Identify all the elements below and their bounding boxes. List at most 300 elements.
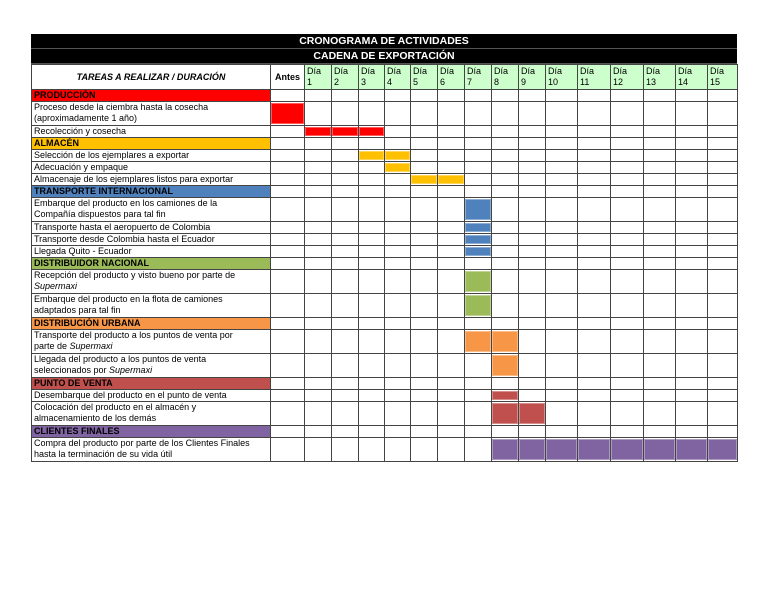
day-cell-11 [578,174,611,186]
grid-cell [271,426,305,438]
day-cell-5 [411,330,438,354]
day-cell-1 [305,150,332,162]
day-cell-3 [359,354,385,378]
day-cell-6 [438,438,465,462]
grid-cell [611,258,644,270]
day-cell-6 [438,126,465,138]
grid-cell [332,258,359,270]
day-cell-10 [546,198,578,222]
day-cell-4 [385,330,411,354]
day-cell-11 [578,294,611,318]
gantt-bar [465,223,491,232]
grid-cell [644,318,676,330]
day-cell-7 [465,150,492,162]
grid-cell [305,90,332,102]
day-cell-12 [611,390,644,402]
task-label: Llegada Quito - Ecuador [32,246,271,258]
grid-cell [546,258,578,270]
day-cell-6 [438,330,465,354]
grid-cell [519,90,546,102]
day-cell-1 [305,390,332,402]
day-cell-2 [332,162,359,174]
antes-cell [271,162,305,174]
day-cell-13 [644,390,676,402]
day-cell-6 [438,150,465,162]
day-cell-4 [385,246,411,258]
day-cell-1 [305,162,332,174]
antes-cell [271,402,305,426]
gantt-bar [492,331,518,352]
gantt-bar [676,439,707,460]
task-label: Selección de los ejemplares a exportar [32,150,271,162]
day-cell-8 [492,102,519,126]
day-cell-6 [438,390,465,402]
day-cell-4 [385,354,411,378]
gantt-bar [332,127,358,136]
day-cell-7 [465,294,492,318]
grid-cell [411,318,438,330]
day-cell-14 [676,126,708,138]
antes-cell [271,246,305,258]
day-cell-2 [332,150,359,162]
grid-cell [676,258,708,270]
day-cell-15 [708,102,738,126]
task-row [32,294,738,318]
grid-cell [644,258,676,270]
antes-cell [271,438,305,462]
day-cell-3 [359,402,385,426]
day-cell-2 [332,126,359,138]
day-cell-6 [438,270,465,294]
day-cell-5 [411,102,438,126]
day-cell-13 [644,354,676,378]
task-row [32,402,738,426]
grid-cell [611,426,644,438]
grid-cell [708,318,738,330]
day-cell-1 [305,174,332,186]
day-cell-12 [611,198,644,222]
task-label: Llegada del producto a los puntos de venta seleccionados por Supermaxi [32,354,271,378]
grid-cell [411,258,438,270]
day-cell-9 [519,234,546,246]
grid-cell [465,258,492,270]
grid-cell [492,258,519,270]
day-cell-10 [546,294,578,318]
task-label: Colocación del producto en el almacén y almacenamiento de los demás [32,402,271,426]
grid-cell [385,426,411,438]
day-cell-2 [332,102,359,126]
day-cell-15 [708,150,738,162]
day-cell-5 [411,126,438,138]
grid-cell [385,186,411,198]
task-label: Transporte del producto a los puntos de venta por parte de Supermaxi [32,330,271,354]
day-cell-5 [411,270,438,294]
header-day-10: Día 10 [546,65,578,90]
grid-cell [492,318,519,330]
grid-cell [385,318,411,330]
task-label: Embarque del producto en la flota de camiones adaptados para tal fin [32,294,271,318]
grid-cell [546,426,578,438]
day-cell-3 [359,150,385,162]
gantt-bar [519,403,545,424]
day-cell-6 [438,234,465,246]
day-cell-13 [644,162,676,174]
day-cell-6 [438,246,465,258]
gantt-bar [492,439,518,460]
day-cell-3 [359,222,385,234]
day-cell-1 [305,330,332,354]
category-row [32,426,738,438]
day-cell-4 [385,198,411,222]
grid-cell [465,318,492,330]
day-cell-4 [385,222,411,234]
day-cell-3 [359,126,385,138]
task-label: Recepción del producto y visto bueno por parte de Supermaxi [32,270,271,294]
day-cell-15 [708,354,738,378]
day-cell-13 [644,270,676,294]
day-cell-3 [359,330,385,354]
grid-cell [519,258,546,270]
grid-cell [578,186,611,198]
day-cell-12 [611,354,644,378]
task-label: Compra del producto por parte de los Clientes Finales hasta la terminación de su vida útil [32,438,271,462]
header-day-13: Día 13 [644,65,676,90]
day-cell-15 [708,126,738,138]
grid-cell [305,318,332,330]
day-cell-13 [644,234,676,246]
gantt-bar [465,331,491,352]
grid-cell [519,378,546,390]
category-label: CLIENTES FINALES [32,426,271,438]
grid-cell [708,138,738,150]
task-row [32,174,738,186]
day-cell-13 [644,438,676,462]
day-cell-12 [611,162,644,174]
day-cell-5 [411,222,438,234]
day-cell-12 [611,174,644,186]
category-row [32,90,738,102]
day-cell-8 [492,234,519,246]
antes-cell [271,126,305,138]
day-cell-8 [492,330,519,354]
day-cell-2 [332,438,359,462]
grid-cell [438,186,465,198]
task-label: Proceso desde la ciembra hasta la cosecha (aproximadamente 1 año) [32,102,271,126]
grid-cell [676,138,708,150]
grid-cell [708,426,738,438]
grid-cell [332,186,359,198]
day-cell-14 [676,294,708,318]
grid-cell [465,426,492,438]
grid-cell [708,258,738,270]
day-cell-9 [519,102,546,126]
grid-cell [644,426,676,438]
day-cell-7 [465,246,492,258]
day-cell-10 [546,174,578,186]
day-cell-14 [676,330,708,354]
day-cell-10 [546,390,578,402]
day-cell-4 [385,402,411,426]
grid-cell [271,90,305,102]
day-cell-9 [519,354,546,378]
day-cell-12 [611,150,644,162]
grid-cell [332,318,359,330]
day-cell-8 [492,174,519,186]
day-cell-15 [708,294,738,318]
gantt-bar [578,439,610,460]
grid-cell [271,318,305,330]
category-label: PRODUCCIÓN [32,90,271,102]
day-cell-13 [644,294,676,318]
gantt-bar [465,235,491,244]
grid-cell [578,90,611,102]
day-cell-8 [492,354,519,378]
day-cell-13 [644,150,676,162]
day-cell-8 [492,390,519,402]
day-cell-11 [578,162,611,174]
day-cell-2 [332,174,359,186]
gantt-bar [385,163,410,172]
day-cell-15 [708,234,738,246]
day-cell-3 [359,270,385,294]
day-cell-3 [359,438,385,462]
gantt-bar [492,403,518,424]
title-cronograma: CRONOGRAMA DE ACTIVIDADES [31,34,737,49]
grid-cell [359,186,385,198]
schedule-table [31,64,738,462]
day-cell-14 [676,222,708,234]
day-cell-5 [411,174,438,186]
category-row [32,138,738,150]
day-cell-12 [611,126,644,138]
day-cell-2 [332,198,359,222]
gantt-bar [438,175,464,184]
grid-cell [611,318,644,330]
day-cell-5 [411,150,438,162]
day-cell-15 [708,390,738,402]
day-cell-9 [519,270,546,294]
day-cell-7 [465,270,492,294]
grid-cell [438,138,465,150]
day-cell-12 [611,246,644,258]
day-cell-2 [332,402,359,426]
grid-cell [359,258,385,270]
day-cell-7 [465,174,492,186]
gantt-bar [359,151,384,160]
category-row [32,186,738,198]
day-cell-12 [611,222,644,234]
grid-cell [492,186,519,198]
day-cell-14 [676,354,708,378]
grid-cell [385,138,411,150]
day-cell-4 [385,150,411,162]
grid-cell [465,138,492,150]
day-cell-4 [385,162,411,174]
day-cell-15 [708,174,738,186]
grid-cell [676,90,708,102]
task-label: Recolección y cosecha [32,126,271,138]
header-tasks: TAREAS A REALIZAR / DURACIÓN [32,65,271,90]
day-cell-12 [611,270,644,294]
grid-cell [611,186,644,198]
day-cell-1 [305,222,332,234]
day-cell-13 [644,126,676,138]
day-cell-4 [385,174,411,186]
title-cadena: CADENA DE EXPORTACIÓN [31,49,737,64]
day-cell-9 [519,222,546,234]
day-cell-11 [578,438,611,462]
grid-cell [644,90,676,102]
grid-cell [332,138,359,150]
header-day-6: Día 6 [438,65,465,90]
day-cell-11 [578,402,611,426]
day-cell-1 [305,102,332,126]
day-cell-13 [644,246,676,258]
day-cell-9 [519,126,546,138]
day-cell-6 [438,294,465,318]
day-cell-6 [438,222,465,234]
header-day-2: Día 2 [332,65,359,90]
day-cell-11 [578,270,611,294]
grid-cell [332,378,359,390]
gantt-bar [611,439,643,460]
grid-cell [385,378,411,390]
day-cell-4 [385,390,411,402]
grid-cell [305,138,332,150]
day-cell-15 [708,162,738,174]
gantt-bar [359,127,384,136]
day-cell-7 [465,402,492,426]
day-cell-2 [332,294,359,318]
grid-cell [676,378,708,390]
day-cell-11 [578,126,611,138]
day-cell-13 [644,330,676,354]
task-row [32,270,738,294]
day-cell-9 [519,150,546,162]
day-cell-11 [578,234,611,246]
header-row [32,65,738,90]
day-cell-14 [676,390,708,402]
day-cell-7 [465,162,492,174]
grid-cell [676,318,708,330]
day-cell-1 [305,294,332,318]
category-label: TRANSPORTE INTERNACIONAL [32,186,271,198]
category-label: ALMACÉN [32,138,271,150]
day-cell-5 [411,402,438,426]
task-row [32,390,738,402]
day-cell-2 [332,270,359,294]
day-cell-3 [359,294,385,318]
grid-cell [644,378,676,390]
day-cell-11 [578,198,611,222]
task-label: Embarque del producto en los camiones de la Compañía dispuestos para tal fin [32,198,271,222]
day-cell-2 [332,234,359,246]
grid-cell [708,378,738,390]
day-cell-15 [708,330,738,354]
grid-cell [385,258,411,270]
day-cell-14 [676,438,708,462]
grid-cell [438,258,465,270]
day-cell-10 [546,402,578,426]
day-cell-8 [492,126,519,138]
day-cell-4 [385,126,411,138]
day-cell-14 [676,198,708,222]
day-cell-12 [611,330,644,354]
antes-cell [271,150,305,162]
day-cell-6 [438,354,465,378]
day-cell-4 [385,294,411,318]
day-cell-2 [332,354,359,378]
day-cell-11 [578,222,611,234]
grid-cell [465,186,492,198]
grid-cell [359,378,385,390]
grid-cell [411,90,438,102]
day-cell-6 [438,402,465,426]
day-cell-9 [519,174,546,186]
task-row [32,162,738,174]
gantt-bar [305,127,331,136]
gantt-bar [519,439,545,460]
day-cell-4 [385,234,411,246]
grid-cell [644,186,676,198]
day-cell-10 [546,102,578,126]
grid-cell [611,90,644,102]
header-day-1: Día 1 [305,65,332,90]
header-day-3: Día 3 [359,65,385,90]
grid-cell [578,258,611,270]
grid-cell [271,186,305,198]
grid-cell [519,426,546,438]
day-cell-12 [611,402,644,426]
category-label: PUNTO DE VENTA [32,378,271,390]
day-cell-7 [465,354,492,378]
header-day-4: Día 4 [385,65,411,90]
category-row [32,258,738,270]
gantt-bar [465,271,491,292]
day-cell-3 [359,174,385,186]
antes-cell [271,270,305,294]
grid-cell [305,378,332,390]
day-cell-2 [332,222,359,234]
grid-cell [359,318,385,330]
grid-cell [411,186,438,198]
antes-cell [271,234,305,246]
day-cell-10 [546,330,578,354]
grid-cell [332,90,359,102]
category-label: DISTRIBUIDOR NACIONAL [32,258,271,270]
day-cell-4 [385,438,411,462]
day-cell-9 [519,402,546,426]
grid-cell [578,378,611,390]
grid-cell [359,138,385,150]
day-cell-8 [492,150,519,162]
day-cell-9 [519,438,546,462]
day-cell-14 [676,402,708,426]
day-cell-12 [611,438,644,462]
day-cell-5 [411,294,438,318]
grid-cell [305,186,332,198]
gantt-bar [271,103,304,124]
grid-cell [411,138,438,150]
header-day-5: Día 5 [411,65,438,90]
day-cell-11 [578,354,611,378]
grid-cell [644,138,676,150]
day-cell-7 [465,222,492,234]
day-cell-3 [359,198,385,222]
grid-cell [438,378,465,390]
day-cell-2 [332,246,359,258]
day-cell-1 [305,198,332,222]
